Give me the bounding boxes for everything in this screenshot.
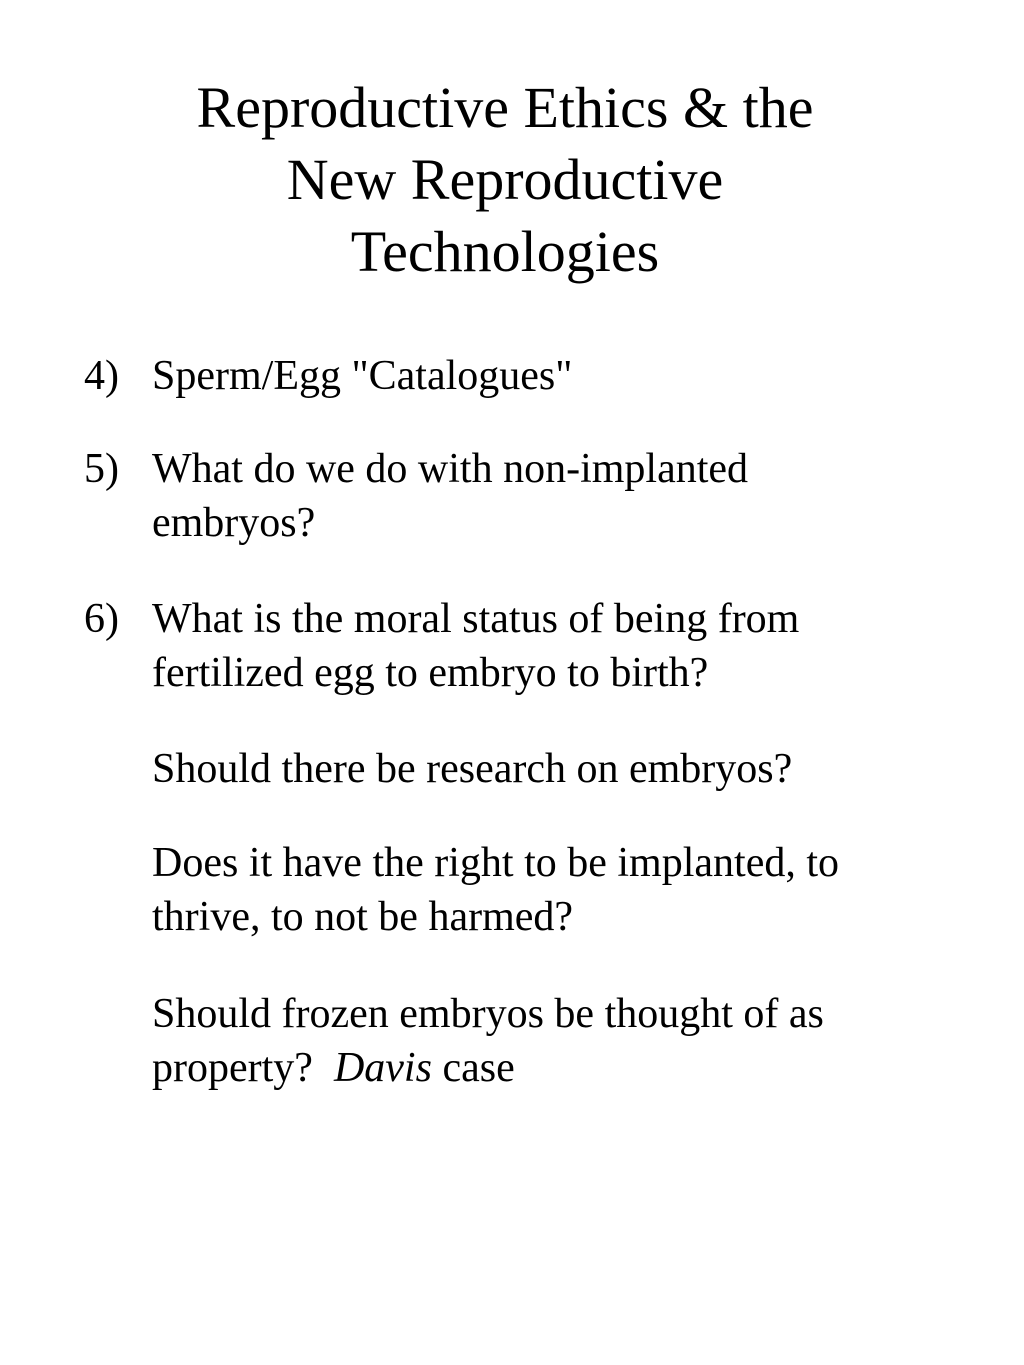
list-item-text	[152, 592, 972, 700]
subquestion-line: Should frozen embryos be thought of as	[152, 991, 824, 1037]
title-line-1: Reproductive Ethics & the	[196, 75, 814, 140]
list-item-line: What do we do with non-implanted	[152, 446, 749, 492]
list-item-text	[152, 349, 972, 403]
property-prefix: property?	[152, 1045, 334, 1091]
subquestion-line	[152, 1041, 972, 1095]
subquestion-property	[152, 987, 972, 1095]
subquestion-research	[152, 742, 972, 796]
subquestion-line: Should there be research on embryos?	[152, 746, 793, 792]
list-item-line: fertilized egg to embryo to birth?	[152, 650, 709, 696]
list-item-number: 4)	[84, 353, 119, 399]
list-item-line: What is the moral status of being from	[152, 596, 800, 642]
title-line-2: New Reproductive	[286, 147, 724, 212]
subquestion-line: thrive, to not be harmed?	[152, 894, 574, 940]
case-name: Davis	[333, 1045, 432, 1091]
subquestion-rights	[152, 836, 972, 944]
list-item-number: 6)	[84, 596, 119, 642]
property-suffix: case	[431, 1045, 515, 1091]
list-item-line: Sperm/Egg "Catalogues"	[152, 353, 573, 399]
title-line-3: Technologies	[350, 219, 660, 284]
subquestion-line: Does it have the right to be implanted, to	[152, 840, 840, 886]
list-item-number: 5)	[84, 446, 119, 492]
slide-title	[0, 72, 1010, 288]
list-item-line: embryos?	[152, 500, 316, 546]
list-item-text	[152, 442, 972, 550]
